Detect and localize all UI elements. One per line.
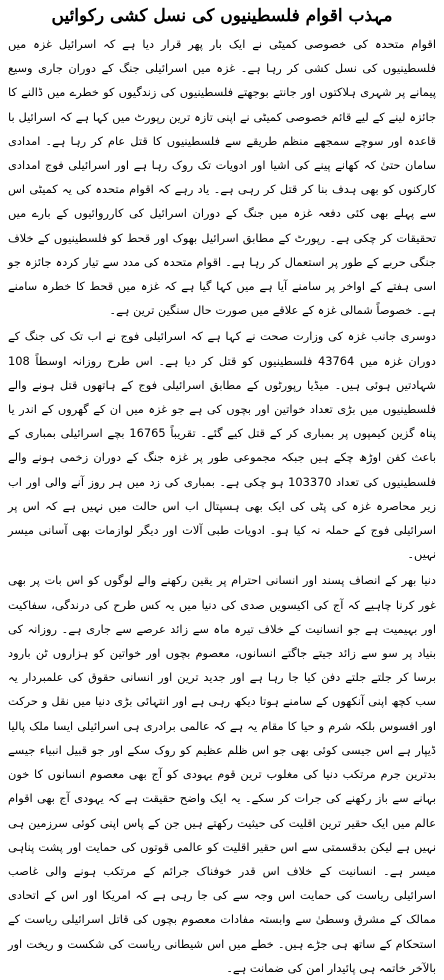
article-paragraph-3: دنیا بھر کے انصاف پسند اور انسانی احترام پر یقین رکھنے والے لوگوں کو اس بات پر بھی غور کرنا چاہیے کہ آج کی اکیسویں صدی کی دنیا میں یہ کس طرح کی درندگی، سفاکیت اور بہیمیت ہے جو انسانیت کے خلاف تیرہ ماہ سے زائد عرصے سے جاری ہے۔ روزانہ کی بنیاد پر سو سے زائد جیتے جاگتے انسانوں، معصوم بچوں اور خواتین کو ہزاروں ٹن بارود برسا کر جلتے جلتے دفن کیا جا رہا ہے اور جدید ترین اور انسانی حقوق کی علمبردار یہ سب کچھ اپنی آنکھوں کے سامنے ہوتا دیکھ رہی ہے اور انتہائی بڑی دنیا میں نقل و حرکت اور افسوس بلکہ شرم و حیا کا مقام یہ ہے کہ عالمی برادری ہی اسرائیلی ایسا ملک پالیا ڈیپار ہے اس جیسی کوئی بھی جو اس ظلم عظیم کو روک سکے اور جو قبیل انبیاء جیسے بدترین جرم مرتکب دنیا کی مغلوب ترین قوم یہودی کو آج بھی معصوم انسانوں کا خون بہانے سے باز رکھنے کی جرات کر سکے۔ یہ ایک واضح حقیقت ہے کہ یہودی آج بھی اقوام عالم میں ایک حقیر ترین اقلیت کی حیثیت رکھتے ہیں جن کے پاس اپنی کوئی سرزمین ہی نہیں ہے لیکن بدقسمتی سے اس حقیر اقلیت کو عالمی قوتوں کی حمایت اور پشت پناہی میسر ہے۔ انسانیت کے خلاف اس قدر خوفناک جرائم کے مرتکب ہونے والی غاصب اسرائیلی ریاست کی حمایت اس وجہ سے کی جا رہی ہے کہ امریکا اور اس کے اتحادی ممالک کے مشرق وسطیٰ سے وابستہ مفادات معصوم بچوں کی قاتل اسرائیلی ریاست کے استحکام کے ساتھ ہی جڑے ہیں۔ خطے میں اس شیطانی ریاست کی شکست و ریخت اور بالآخر خاتمہ ہی پائیدار امن کی ضمانت ہے۔ (8, 573, 436, 975)
article-paragraph-2: دوسری جانب غزہ کی وزارت صحت نے کہا ہے کہ اسرائیلی فوج نے اب تک کی جنگ کے دوران غزہ میں 43764 فلسطینیوں کو قتل کر دیا ہے۔ اس طرح روزانہ اوسطاً 108 شہادتیں ہوئی ہیں۔ میڈیا رپورٹوں کے مطابق اسرائیلی فوج کے ہاتھوں قتل ہونے والے فلسطینیوں میں بڑی تعداد خواتین اور بچوں کی ہے جو غزہ میں ان کے گھروں کے اندر یا پناہ گزین کیمپوں پر بمباری کر کے قتل کیے گئے۔ تقریباً 16765 بچے اسرائیلی بمباری کے باعث کفن اوڑھ چکے ہیں جبکہ مجموعی طور پر غزہ جنگ کے دوران زخمی ہونے والے فلسطینیوں کی تعداد 103370 ہو چکی ہے۔ بمباری کی زد میں ہر روز آنے والی اور اب زیر محاصرہ غزہ کی پٹی کی ایک بھی ہسپتال اب اس حالت میں نہیں ہے کہ اس پر اسرائیلی فوج کے حملہ نہ کیا ہو۔ ادویات طبی آلات اور دیگر لوازمات بھی آسانی میسر نہیں۔ (8, 329, 436, 562)
article-paragraph-1: اقوام متحدہ کی خصوصی کمیٹی نے ایک بار پھر قرار دیا ہے کہ اسرائیل غزہ میں فلسطینیوں کی نسل کشی کر رہا ہے۔ غزہ میں اسرائیلی جنگ کے دوران جاری وسیع پیمانے پر شہری ہلاکتوں اور جانتے بوجھتے فلسطینیوں کی زندگیوں کو خطرے میں ڈالنے کا جائزہ لینے کے لیے قائم خصوصی کمیٹی نے اپنی تازہ ترین رپورٹ میں کہا ہے کہ اسرائیل با قاعدہ اور سوچے سمجھے منظم طریقے سے فلسطینیوں کا قتل عام کر رہا ہے۔ امدادی سامان حتیٰ کہ کھانے پینے کی اشیا اور ادویات تک روک رہا ہے اور اسرائیلی فوج امدادی کارکنوں کو بھی ہدف بنا کر قتل کر رہی ہے۔ یاد رہے کہ اقوام متحدہ کی یہ کمیٹی اس سے پہلے بھی کئی دفعہ غزہ میں جنگ کے دوران اسرائیل کی کارروائیوں کے بارے میں تحقیقات کر چکی ہے۔ رپورٹ کے مطابق اسرائیل بھوک اور قحط کو فلسطینیوں کے خلاف جنگی حربے کے طور پر استعمال کر رہا ہے۔ اقوام متحدہ کی مدد سے تیار کردہ جائزہ جو اسی ہفتے کے اواخر پر سامنے آیا ہے میں کہا گیا ہے کہ غزہ میں قحط کا خطرہ سامنے ہے۔ خصوصاً شمالی غزہ کے علاقے میں صورت حال سنگین ترین ہے۔ (8, 37, 436, 318)
article-title: مہذب اقوام فلسطینیوں کی نسل کشی رکوائیں (51, 6, 393, 26)
